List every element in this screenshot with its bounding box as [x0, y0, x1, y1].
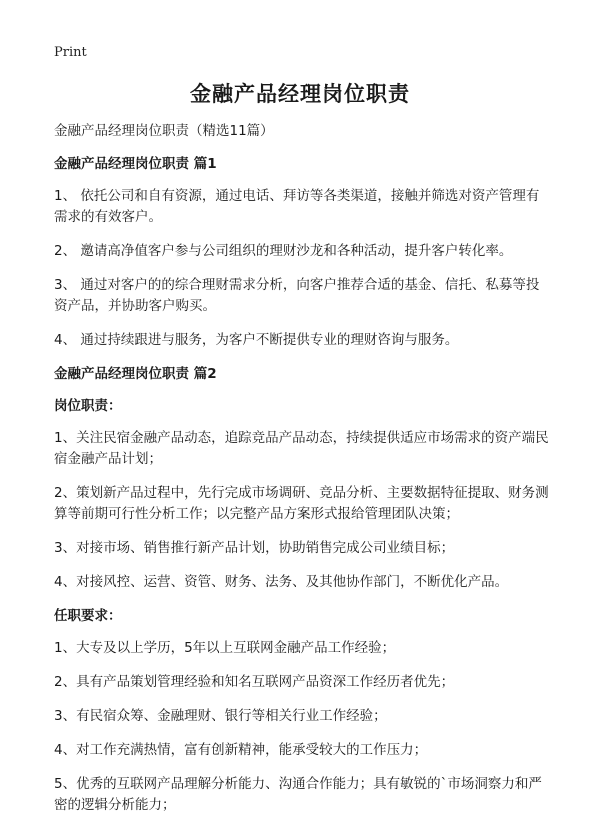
section1-item: 3、 通过对客户的的综合理财需求分析，向客户推荐合适的基金、信托、私募等投资产品，并协助客户购买。 — [54, 277, 540, 314]
document-title: 金融产品经理岗位职责 — [190, 82, 410, 106]
requirement-item: 3、有民宿众筹、金融理财、银行等相关行业工作经验； — [54, 708, 387, 724]
requirement-item: 5、优秀的互联网产品理解分析能力、沟通合作能力；具有敏锐的`市场洞察力和严密的逻辑分析能力； — [54, 776, 542, 813]
section1-item: 2、 邀请高净值客户参与公司组织的理财沙龙和各种活动，提升客户转化率。 — [54, 243, 513, 259]
requirements-heading: 任职要求： — [54, 608, 122, 624]
duties-heading: 岗位职责： — [54, 398, 122, 414]
duty-item: 1、关注民宿金融产品动态，追踪竞品产品动态，持续提供适应市场需求的资产端民宿金融产品计划； — [54, 430, 549, 467]
section-heading-2: 金融产品经理岗位职责 篇2 — [54, 366, 217, 382]
section-heading-1: 金融产品经理岗位职责 篇1 — [54, 156, 217, 172]
requirement-item: 1、大专及以上学历，5年以上互联网金融产品工作经验； — [54, 640, 396, 656]
print-link[interactable]: Print — [54, 45, 87, 60]
duty-item: 4、对接风控、运营、资管、财务、法务、及其他协作部门，不断优化产品。 — [54, 574, 509, 590]
document-subtitle: 金融产品经理岗位职责（精选11篇） — [54, 123, 274, 139]
section1-item: 1、 依托公司和自有资源，通过电话、拜访等各类渠道，接触并筛选对资产管理有需求的有效客户。 — [54, 188, 540, 225]
duty-item: 2、策划新产品过程中，先行完成市场调研、竞品分析、主要数据特征提取、财务测算等前期可行性分析工作；以完整产品方案形式报给管理团队决策； — [54, 485, 549, 522]
document-content — [54, 121, 550, 829]
requirement-item: 4、对工作充满热情，富有创新精神，能承受较大的工作压力； — [54, 742, 428, 758]
requirement-item: 2、具有产品策划管理经验和知名互联网产品资深工作经历者优先； — [54, 674, 455, 690]
duty-item: 3、对接市场、销售推行新产品计划，协助销售完成公司业绩目标； — [54, 540, 455, 556]
section1-item: 4、 通过持续跟进与服务，为客户不断提供专业的理财咨询与服务。 — [54, 332, 459, 348]
